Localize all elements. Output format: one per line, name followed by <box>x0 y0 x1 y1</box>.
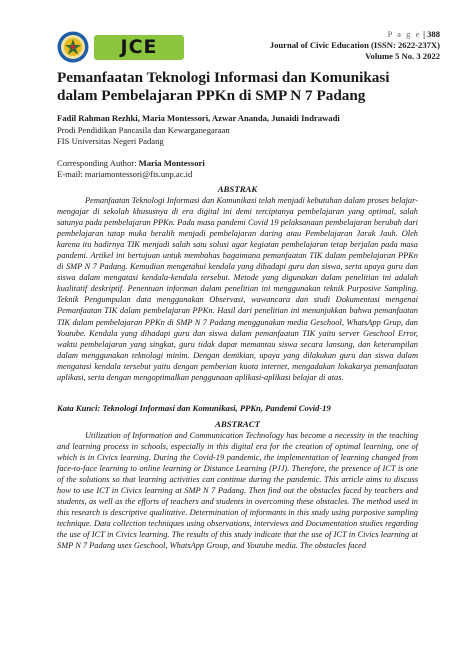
corresponding-name: Maria Montessori <box>138 158 205 168</box>
page-label: P a g e <box>387 29 421 39</box>
abstrak-text: Pemanfaatan Teknologi Informasi dan Komunikasi telah menjadi kebutuhan dalam proses belajar-mengajar di sekolah khususnya di era digital ini demi terciptanya pembelajaran yang optimal, salah satunya pada pembelajaran PPKn. Pada masa pandemi Covid 19 pelaksanaan pembelajaran berubah dari pembelajaran tatap muka beralih menjadi pembelajaran daring atau Pembelajaran Jarak Jauh. Oleh karena itu hadirnya TIK menjadi salah satu solusi agar kegiatan pembelajaran tetap berjalan pada masa pandemi. Artikel ini bertujuan untuk membahas bagaimana pemanfaatan TIK dalam pembelajaran PPKn di SMP N 7 Padang. Kemudian mengetahui kendala yang dihadapi guru dan siswa, serta upaya guru dan siswa dalam mengatasi kendala-kendala tersebut. Metode yang digunakan dalam penelitian ini adalah kualitatif deskriptif. Penentuan informan dalam penelitian ini menggunakan teknik Purposive Sampling. Teknik Pengumpulan data menggunakan Observasi, wawancara dan studi Dokumentasi mengenai Pemanfaatan TIK dalam pembelajaran PPKn. Hasil dari penelitian ini menunjukkan bahwa pemanfaatan TIK dalam pembelajaran PPKn di SMP N 7 Padang menggunakan media Geschool, WhatsApp Grup, dan Youtube. Kendala yang dihadapi guru dan siswa dalam pemanfaatan TIK yaitu server Geschool Error, waktu pembelajaran yang singkat, guru tidak dapat memantau siswa secara lansung, dan keterampilan dalam menggunakan teknologi minim. Dengan demikian, upaya yang dilakukan guru dan siswa dalam mengatasi kendala tersebut yaitu dengan pemberian kuota internet, mengadakan lokakarya pemanfaatan aplikasi, serta dengan mengoptimalkan penggunaan aplikasi-aplikasi belajar di atas. <box>57 196 418 382</box>
corresponding-email: E-mail: mariamontessori@fis.unp.ac.id <box>57 169 193 179</box>
corresponding-author-line <box>57 158 205 169</box>
abstrak-heading: ABSTRAK <box>217 184 258 194</box>
abstract-heading: ABSTRACT <box>215 419 260 429</box>
journal-header-info <box>230 29 440 63</box>
corresponding-label: Corresponding Author: <box>57 158 139 168</box>
abstract-text: Utilization of Information and Communication Technology has become a necessity in the teaching and learning process in schools, especially in this digital era for the creation of optimal learning, one of which is in Civics learning. During the Covid-19 pandemic, the implementation of learning changed from face-to-face learning to online learning or Distance Learning (PJJ). Therefore, the presence of ICT is one of the solutions so that learning activities can continue during the pandemic. This article aims to discuss how to use ICT in Civics learning at SMP N 7 Padang. Then find out the obstacles faced by teachers and students, as well as the efforts of teachers and students in overcoming these obstacles. The method used in this research is descriptive qualitative. Determination of informants in this study using purposive sampling technique. Data collection techniques using observations, interviews and Documentation studies regarding the use of ICT in Civics learning. The results of this study indicate that the use of ICT in Civics learning at SMP N 7 Padang uses Geschool, WhatsApp Group, and Youtube media. The obstacles faced <box>57 431 418 551</box>
journal-badge-text: JCE <box>120 36 158 58</box>
university-logo <box>57 31 89 63</box>
journal-badge <box>94 35 184 60</box>
corresponding-author <box>57 158 205 180</box>
keywords: Kata Kunci: Teknologi Informasi dan Komunikasi, PPKn, Pandemi Covid-19 <box>57 403 331 413</box>
journal-name: Journal of Civic Education (ISSN: 2622-237X) <box>269 40 440 51</box>
paper-title: Pemanfaatan Teknologi Informasi dan Komunikasi dalam Pembelajaran PPKn di SMP N 7 Padang <box>57 69 390 104</box>
affiliation <box>57 125 230 147</box>
page-number-line <box>230 29 440 40</box>
affiliation-department: Prodi Pendidikan Pancasila dan Kewarganegaraan <box>57 125 230 135</box>
affiliation-university: FIS Universitas Negeri Padang <box>57 136 164 146</box>
author-list: Fadil Rahman Rezhki, Maria Montessori, Azwar Ananda, Junaidi Indrawadi <box>57 113 340 123</box>
journal-volume: Volume 5 No. 3 2022 <box>365 51 440 62</box>
page-number: | 388 <box>423 29 440 39</box>
